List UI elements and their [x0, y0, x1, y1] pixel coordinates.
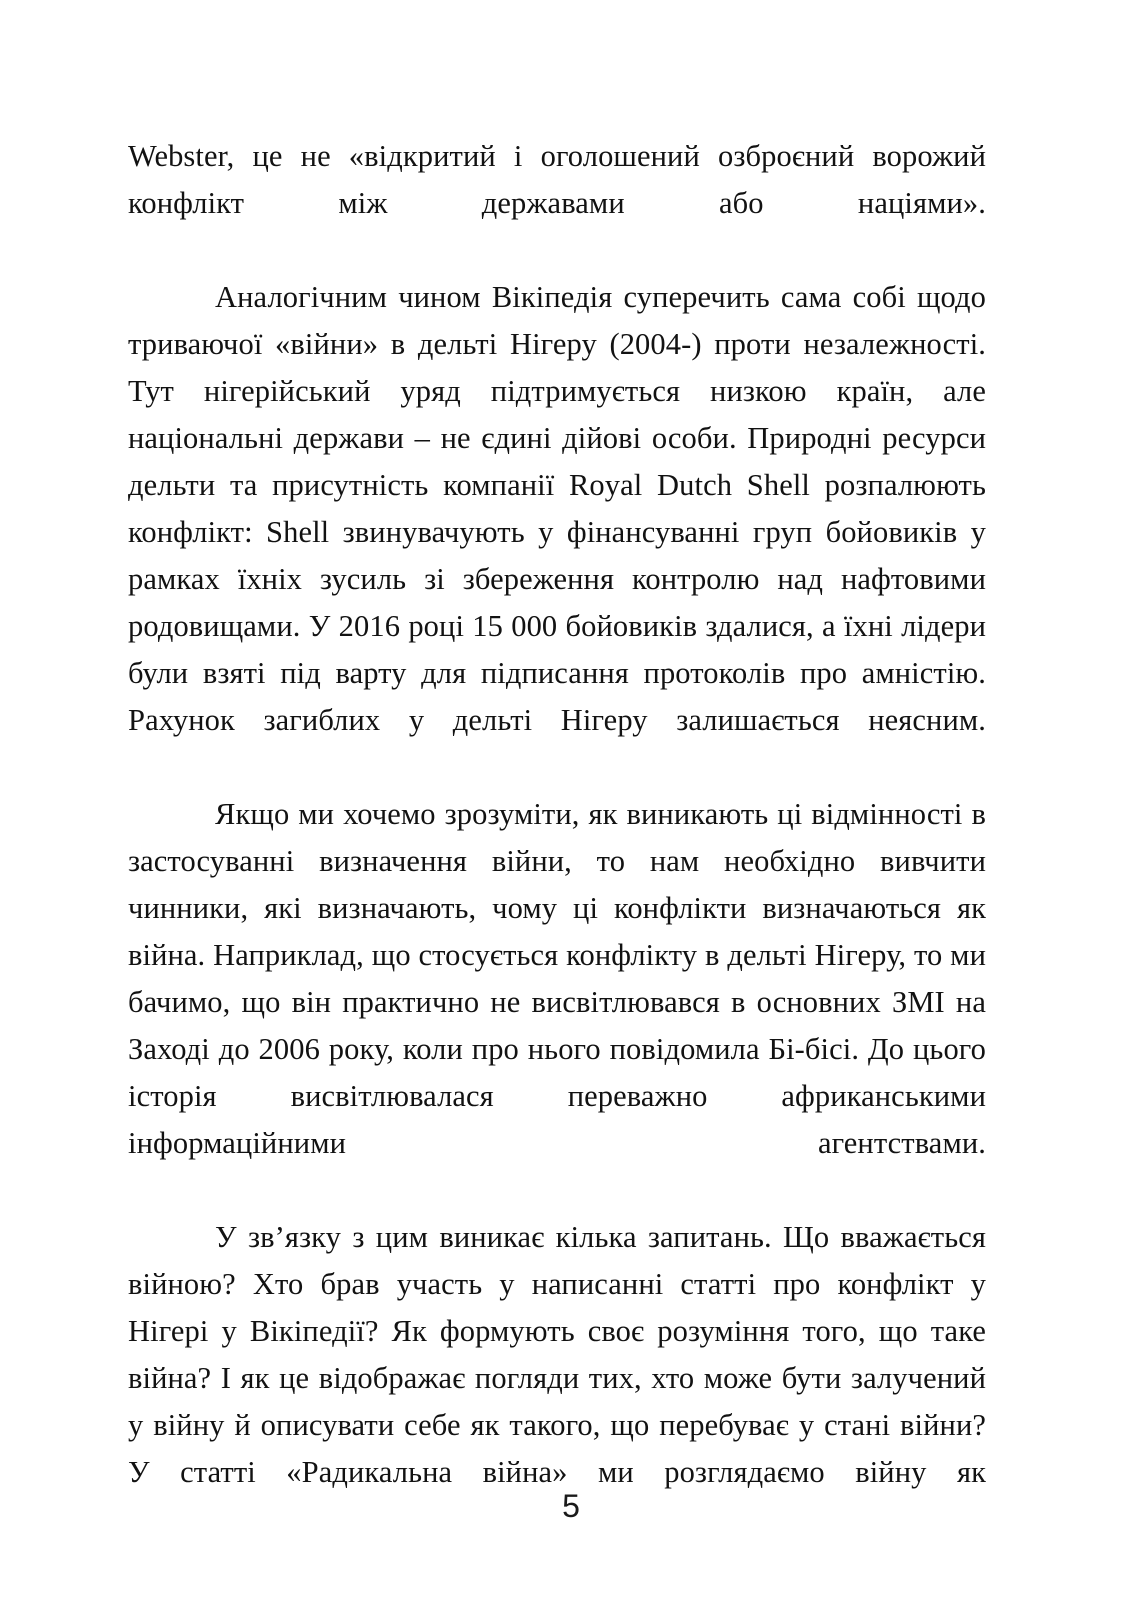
paragraph-1: Webster, це не «відкритий і оголошений озброєний ворожий конфлікт між державами або націями».	[128, 139, 986, 220]
paragraph-4: У зв’язку з цим виникає кілька запитань. Що вважається війною? Хто брав участь у написанні статті про конфлікт у Нігері у Вікіпедії? Як формують своє розуміння того, що таке війна? І як це відображає погляди тих, хто може бути залучений у війну й описувати себе як такого, що перебуває у стані війни? У статті «Радикальна війна» ми розглядаємо війну як	[128, 1220, 986, 1489]
paragraph-2: Аналогічним чином Вікіпедія суперечить сама собі щодо триваючої «війни» в дельті Нігеру (2004-) проти незалежності. Тут нігерійський уряд підтримується низкою країн, але національні держави – не єдині дійові особи. Природні ресурси дельти та присутність компанії Royal Dutch Shell розпалюють конфлікт: Shell звинувачують у фінансуванні груп бойовиків у рамках їхніх зусиль зі збереження контролю над нафтовими родовищами. У 2016 році 15 000 бойовиків здалися, а їхні лідери були взяті під варту для підписання протоколів про амністію. Рахунок загиблих у дельті Нігеру залишається неясним.	[128, 280, 986, 737]
page-number: 5	[562, 1488, 580, 1524]
body-text-column	[128, 133, 986, 1543]
paragraph-3: Якщо ми хочемо зрозуміти, як виникають ці відмінності в застосуванні визначення війни, то нам необхідно вивчити чинники, які визначають, чому ці конфлікти визначаються як війна. Наприклад, що стосується конфлікту в дельті Нігеру, то ми бачимо, що він практично не висвітлювався в основних ЗМІ на Заході до 2006 року, коли про нього повідомила Бі-бісі. До цього історія висвітлювалася переважно африканськими інформаційними агентствами.	[128, 797, 986, 1160]
